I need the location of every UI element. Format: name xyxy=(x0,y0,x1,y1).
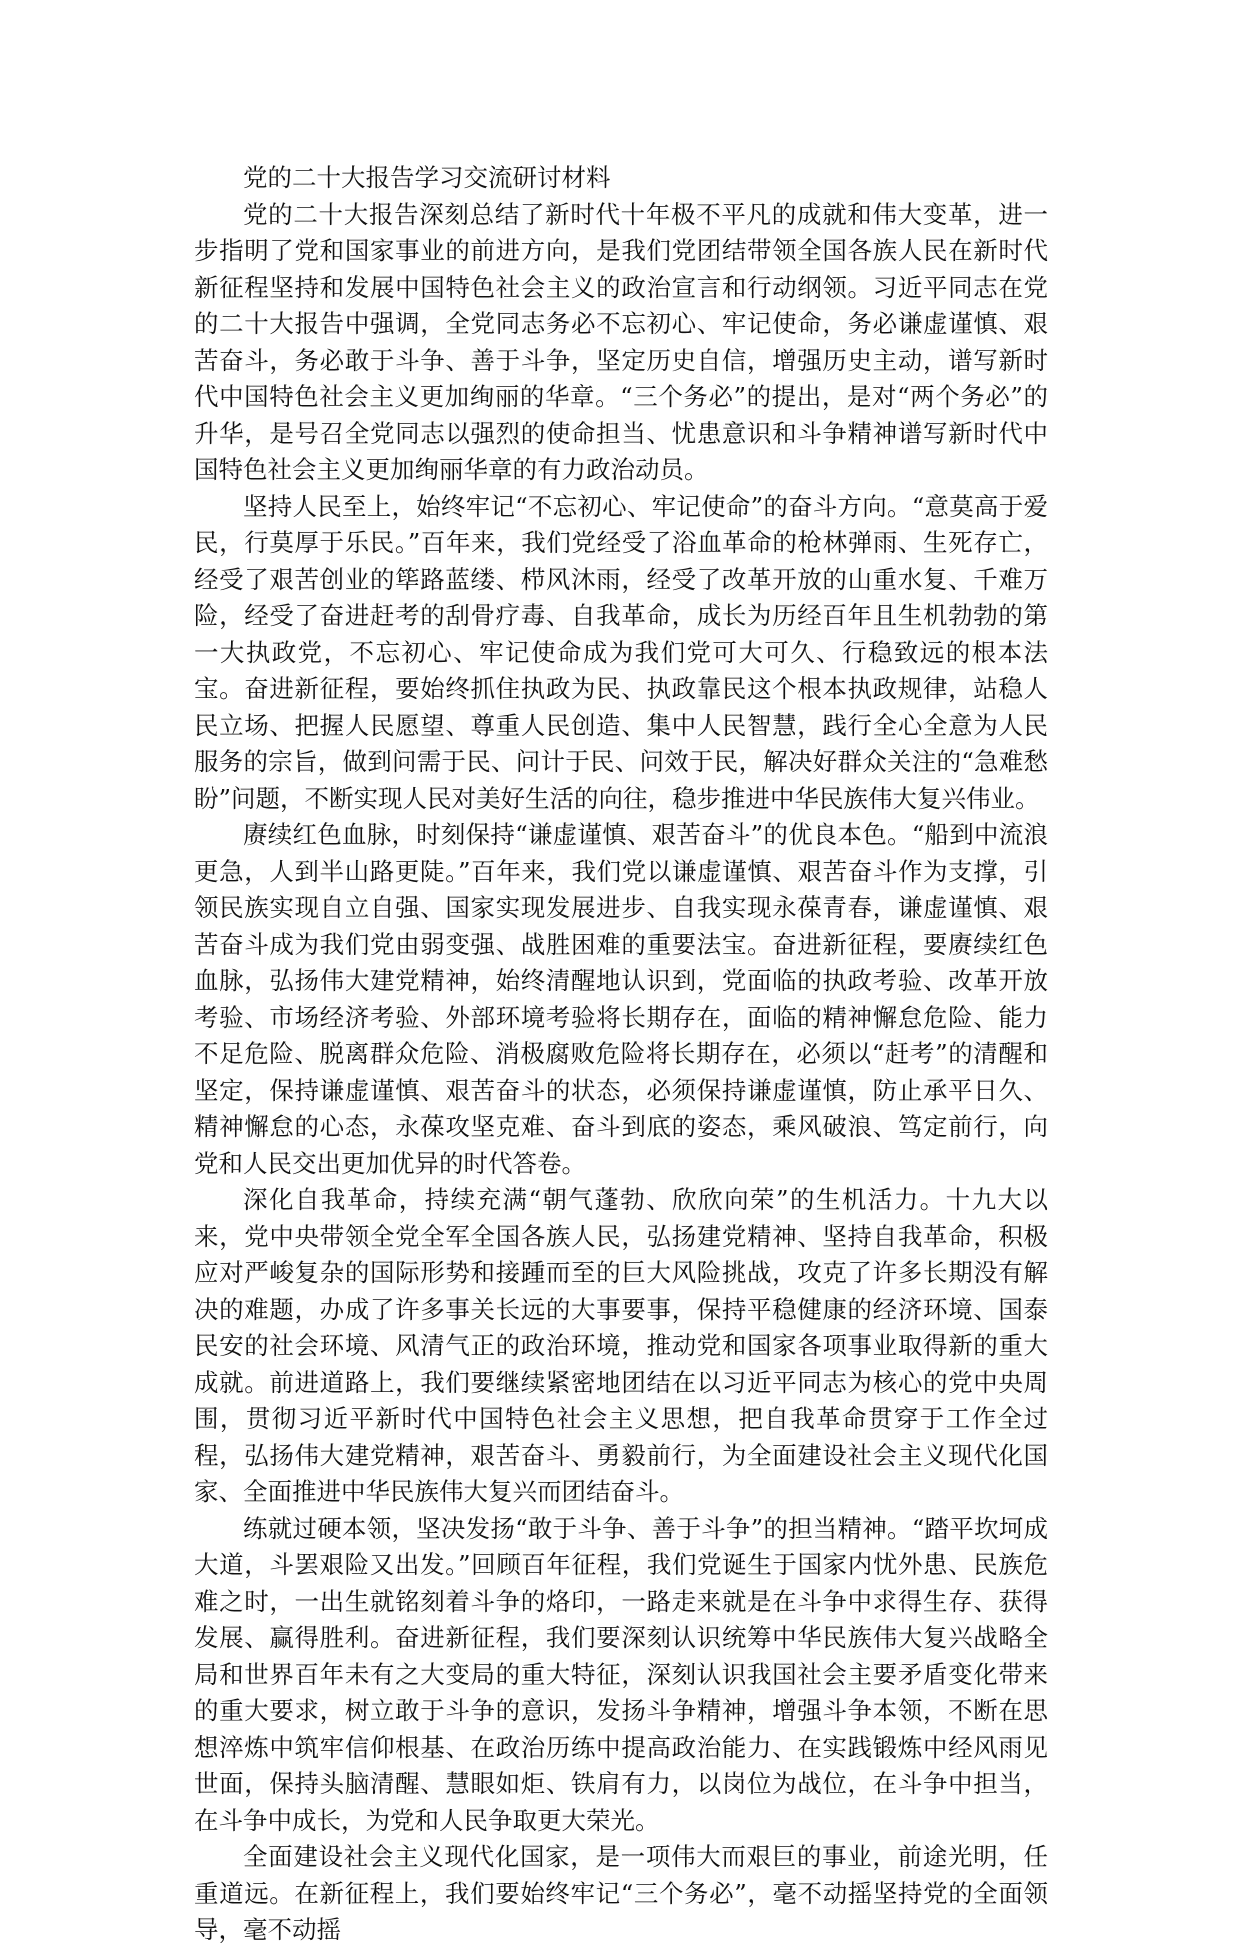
document-body xyxy=(194,160,1048,1949)
paragraph-self-revolution: 深化自我革命，持续充满“朝气蓬勃、欣欣向荣”的生机活力。十九大以来，党中央带领全党全军全国各族人民，弘扬建党精神、坚持自我革命，积极应对严峻复杂的国际形势和接踵而至的巨大风险挑战，攻克了许多长期没有解决的难题，办成了许多事关长远的大事要事，保持平稳健康的经济环境、国泰民安的社会环境、风清气正的政治环境，推动党和国家各项事业取得新的重大成就。前进道路上，我们要继续紧密地团结在以习近平同志为核心的党中央周围，贯彻习近平新时代中国特色社会主义思想，把自我革命贯穿于工作全过程，弘扬伟大建党精神，艰苦奋斗、勇毅前行，为全面建设社会主义现代化国家、全面推进中华民族伟大复兴而团结奋斗。 xyxy=(194,1185,1048,1506)
paragraph-intro: 党的二十大报告深刻总结了新时代十年极不平凡的成就和伟大变革，进一步指明了党和国家事业的前进方向，是我们党团结带领全国各族人民在新时代新征程坚持和发展中国特色社会主义的政治宣言和行动纲领。习近平同志在党的二十大报告中强调，全党同志务必不忘初心、牢记使命，务必谦虚谨慎、艰苦奋斗，务必敢于斗争、善于斗争，坚定历史自信，增强历史主动，谱写新时代中国特色社会主义更加绚丽的华章。“三个务必”的提出，是对“两个务必”的升华，是号召全党同志以强烈的使命担当、忧患意识和斗争精神谱写新时代中国特色社会主义更加绚丽华章的有力政治动员。 xyxy=(194,199,1048,484)
document-title: 党的二十大报告学习交流研讨材料 xyxy=(243,163,611,192)
paragraph-struggle-spirit: 练就过硬本领，坚决发扬“敢于斗争、善于斗争”的担当精神。“踏平坎坷成大道，斗罢艰险又出发。”回顾百年征程，我们党诞生于国家内忧外患、民族危难之时，一出生就铭刻着斗争的烙印，一路走来就是在斗争中求得生存、获得发展、赢得胜利。奋进新征程，我们要深刻认识统筹中华民族伟大复兴战略全局和世界百年未有之大变局的重大特征，深刻认识我国社会主要矛盾变化带来的重大要求，树立敢于斗争的意识，发扬斗争精神，增强斗争本领，不断在思想淬炼中筑牢信仰根基、在政治历练中提高政治能力、在实践锻炼中经风雨见世面，保持头脑清醒、慧眼如炬、铁肩有力，以岗位为战位，在斗争中担当，在斗争中成长，为党和人民争取更大荣光。 xyxy=(194,1513,1048,1835)
paragraph-people-first: 坚持人民至上，始终牢记“不忘初心、牢记使命”的奋斗方向。“意莫高于爱民，行莫厚于乐民。”百年来，我们党经受了浴血革命的枪林弹雨、生死存亡，经受了艰苦创业的筚路蓝缕、栉风沐雨，经受了改革开放的山重水复、千难万险，经受了奋进赶考的刮骨疗毒、自我革命，成长为历经百年且生机勃勃的第一大执政党，不忘初心、牢记使命成为我们党可大可久、行稳致远的根本法宝。奋进新征程，要始终抓住执政为民、执政靠民这个根本执政规律，站稳人民立场、把握人民愿望、尊重人民创造、集中人民智慧，践行全心全意为人民服务的宗旨，做到问需于民、问计于民、问效于民，解决好群众关注的“急难愁盼”问题，不断实现人民对美好生活的向往，稳步推进中华民族伟大复兴伟业。 xyxy=(194,491,1048,813)
paragraph-conclusion: 全面建设社会主义现代化国家，是一项伟大而艰巨的事业，前途光明，任重道远。在新征程上，我们要始终牢记“三个务必”，毫不动摇坚持党的全面领导，毫不动摇 xyxy=(194,1842,1048,1944)
paragraph-red-bloodline: 赓续红色血脉，时刻保持“谦虚谨慎、艰苦奋斗”的优良本色。“船到中流浪更急，人到半山路更陡。”百年来，我们党以谦虚谨慎、艰苦奋斗作为支撑，引领民族实现自立自强、国家实现发展进步、自我实现永葆青春，谦虚谨慎、艰苦奋斗成为我们党由弱变强、战胜困难的重要法宝。奋进新征程，要赓续红色血脉，弘扬伟大建党精神，始终清醒地认识到，党面临的执政考验、改革开放考验、市场经济考验、外部环境考验将长期存在，面临的精神懈怠危险、能力不足危险、脱离群众危险、消极腐败危险将长期存在，必须以“赶考”的清醒和坚定，保持谦虚谨慎、艰苦奋斗的状态，必须保持谦虚谨慎，防止承平日久、精神懈怠的心态，永葆攻坚克难、奋斗到底的姿态，乘风破浪、笃定前行，向党和人民交出更加优异的时代答卷。 xyxy=(194,820,1048,1178)
